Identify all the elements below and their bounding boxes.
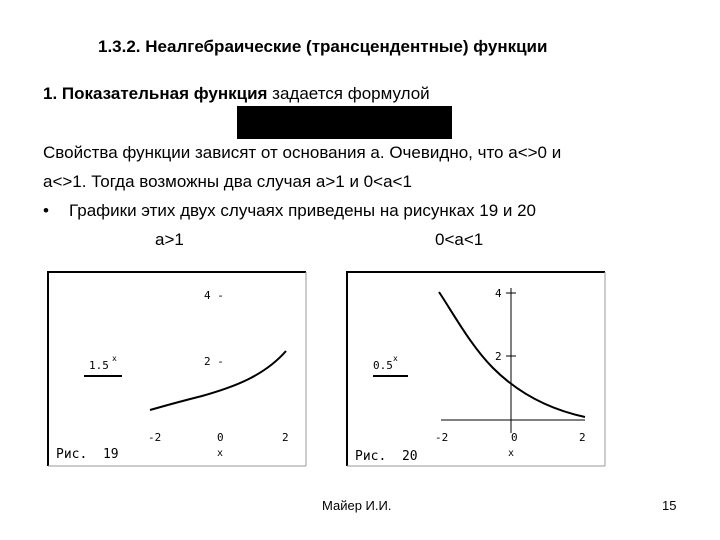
figure-19-caption: Рис. 19	[56, 447, 119, 462]
page-number: 15	[662, 498, 677, 513]
figure-20	[343, 268, 611, 468]
graphs-bullet-text: Графики этих двух случаях приведены на рисунках 19 и 20	[69, 201, 537, 220]
figure-20-xtick-neg2: -2	[435, 431, 449, 444]
figure-20-ytick-2: 2	[495, 350, 502, 363]
figure-19-ytick-4: 4 -	[204, 289, 224, 302]
figure-19-xtick-2: 2	[282, 431, 289, 444]
figure-20-curve	[439, 292, 585, 417]
figure-19-xtick-neg2: -2	[148, 431, 162, 444]
figure-20-formula-exp: x	[393, 354, 398, 363]
figure-20-xtick-0: 0	[511, 431, 518, 444]
figure-20-ytick-4: 4	[495, 287, 502, 300]
figure-19-xlabel: x	[217, 448, 224, 459]
bullet-icon: •	[43, 201, 49, 220]
definition-line	[43, 84, 430, 104]
definition-rest: задается формулой	[267, 84, 430, 103]
figure-20-xtick-2: 2	[579, 431, 586, 444]
figure-20-formula-base: 0.5	[373, 359, 393, 372]
redacted-formula-box	[237, 106, 452, 139]
definition-term: 1. Показательная функция	[43, 84, 268, 103]
case-b-label: 0<a<1	[435, 230, 484, 249]
figure-19-formula-base: 1.5	[89, 359, 109, 372]
footer-author: Майер И.И.	[322, 498, 392, 513]
figure-19-formula-exp: x	[112, 354, 117, 363]
figure-20-xlabel: x	[508, 448, 515, 459]
case-a-label: а>1	[155, 230, 184, 249]
figure-19-ytick-2: 2 -	[204, 355, 224, 368]
properties-line: Свойства функции зависят от основания а. Очевидно, что а<>0 и	[43, 143, 562, 162]
figure-19-xtick-0: 0	[217, 431, 224, 444]
cases-line: а<>1. Тогда возможны два случая а>1 и 0<а<1	[43, 172, 412, 191]
page-title: 1.3.2. Неалгебраические (трансцендентные) функции	[98, 37, 548, 56]
figure-20-caption: Рис. 20	[355, 449, 418, 464]
graphs-bullet-line	[43, 201, 536, 221]
figure-19	[44, 268, 312, 468]
